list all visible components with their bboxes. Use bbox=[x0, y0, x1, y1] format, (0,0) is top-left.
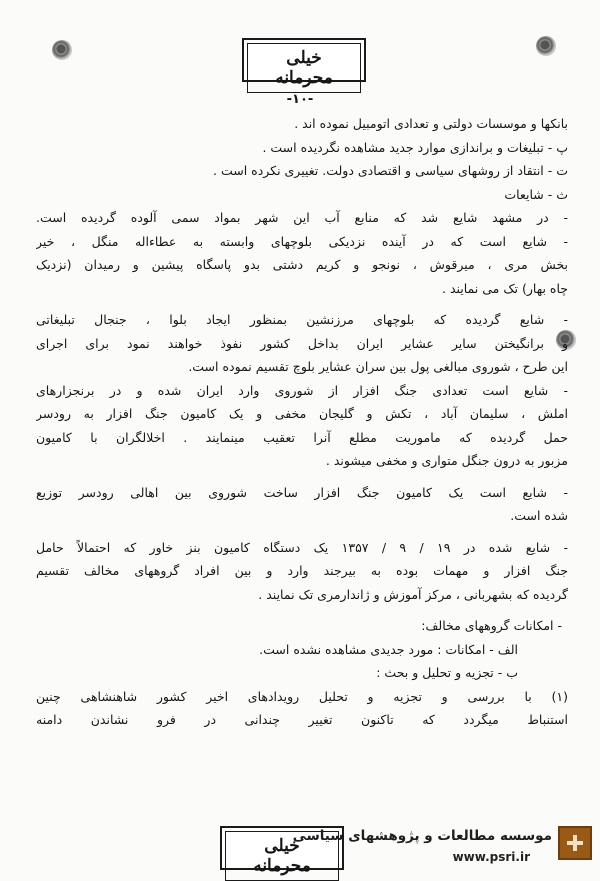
text-line: ث - شایعات bbox=[504, 186, 568, 202]
stamp-text: خیلی محرمانه bbox=[225, 831, 339, 881]
text-line: شده است. bbox=[510, 508, 568, 523]
text-line: گردیده که بشهربانی ، مرکز آموزش و ژاندارمری تک نمایند . bbox=[258, 586, 568, 602]
text-line: ت - انتقاد از روشهای سیاسی و اقتصادی دولت. تغییری نکرده است . bbox=[213, 163, 568, 178]
text-line: جنگ افزار و مهمات بوده به بیرجند وارد و بین افراد گروههای مخالف تقسیم bbox=[36, 563, 568, 578]
stamp-text: خیلی محرمانه bbox=[247, 43, 361, 93]
text-line: املش ، سلیمان آباد ، تکش و گلیجان مخفی و یک کامیون جنگ افزار به رودسر bbox=[36, 406, 568, 421]
punch-hole-icon bbox=[52, 40, 72, 60]
institute-watermark bbox=[292, 818, 596, 874]
text-line: - شایع است یک کامیون جنگ افزار ساخت شوروی بین اهالی رودسر توزیع bbox=[36, 484, 568, 500]
text-line: و برانگیختن سایر عشایر ایران بداخل کشور نفوذ خواهند نمود برای اجرای bbox=[36, 335, 568, 351]
text-line: (۱) با بررسی و تجزیه و تحلیل رویدادهای اخیر کشور شاهنشاهی چنین bbox=[36, 688, 568, 704]
text-line: چاه بهار) تک می نمایند . bbox=[442, 280, 568, 296]
document-body bbox=[36, 112, 568, 732]
text-line: - شایع شده در ۱۹ / ۹ / ۱۳۵۷ یک دستگاه کامیون بنز خاور که احتمالاً حامل bbox=[36, 539, 568, 555]
text-line: استنباط میگردد که تاکنون تغییر چندانی در فرو نشاندن دامنه bbox=[36, 712, 568, 727]
text-line: بخش مری ، میرقوش ، نونجو و کریم دشتی بدو پاسگاه پیشین و رمیدان (نزدیک bbox=[36, 257, 568, 272]
classification-stamp-top bbox=[242, 38, 366, 88]
text-line: این طرح ، شوروی مبالغی پول بین سران عشایر بلوچ تقسیم نموده است. bbox=[188, 359, 568, 374]
text-line: پ - تبلیغات و براندازی موارد جدید مشاهده نگردیده است . bbox=[262, 139, 568, 155]
institute-logo-icon bbox=[558, 826, 592, 860]
institute-url: www.psri.ir bbox=[452, 850, 530, 864]
page-number: -۱۰- bbox=[286, 92, 314, 107]
text-line: - در مشهد شایع شد که منابع آب این شهر بمواد سمی آلوده گردیده است. bbox=[36, 210, 568, 225]
text-line: - امکانات گروههای مخالف: bbox=[421, 618, 562, 633]
text-line: ب - تجزیه و تحلیل و بحث : bbox=[376, 665, 518, 680]
text-line: - شایع است که در آینده نزدیکی بلوچهای وابسته به عطاءاله منگل ، خیر bbox=[36, 233, 568, 249]
text-line: بانکها و موسسات دولتی و تعدادی اتومبیل نموده اند . bbox=[294, 116, 568, 131]
text-line: الف - امکانات : مورد جدیدی مشاهده نشده است. bbox=[259, 641, 518, 657]
text-line: مزبور به درون جنگل متواری و مخفی میشوند . bbox=[325, 453, 568, 468]
punch-hole-icon bbox=[536, 36, 556, 56]
text-line: - شایع است تعدادی جنگ افزار از شوروی وارد ایران شده و در برنجزارهای bbox=[36, 382, 568, 398]
institute-name: موسسه مطالعات و پژوهشهای سیاسی bbox=[292, 828, 552, 844]
text-line: حمل گردیده که ماموریت مطلع آنرا تعقیب مینمایند . اخلالگران با کامیون bbox=[36, 429, 568, 445]
text-line: - شایع گردیده که بلوچهای مرزنشین بمنظور ایجاد بلوا ، جنجال تبلیغاتی bbox=[36, 312, 568, 327]
